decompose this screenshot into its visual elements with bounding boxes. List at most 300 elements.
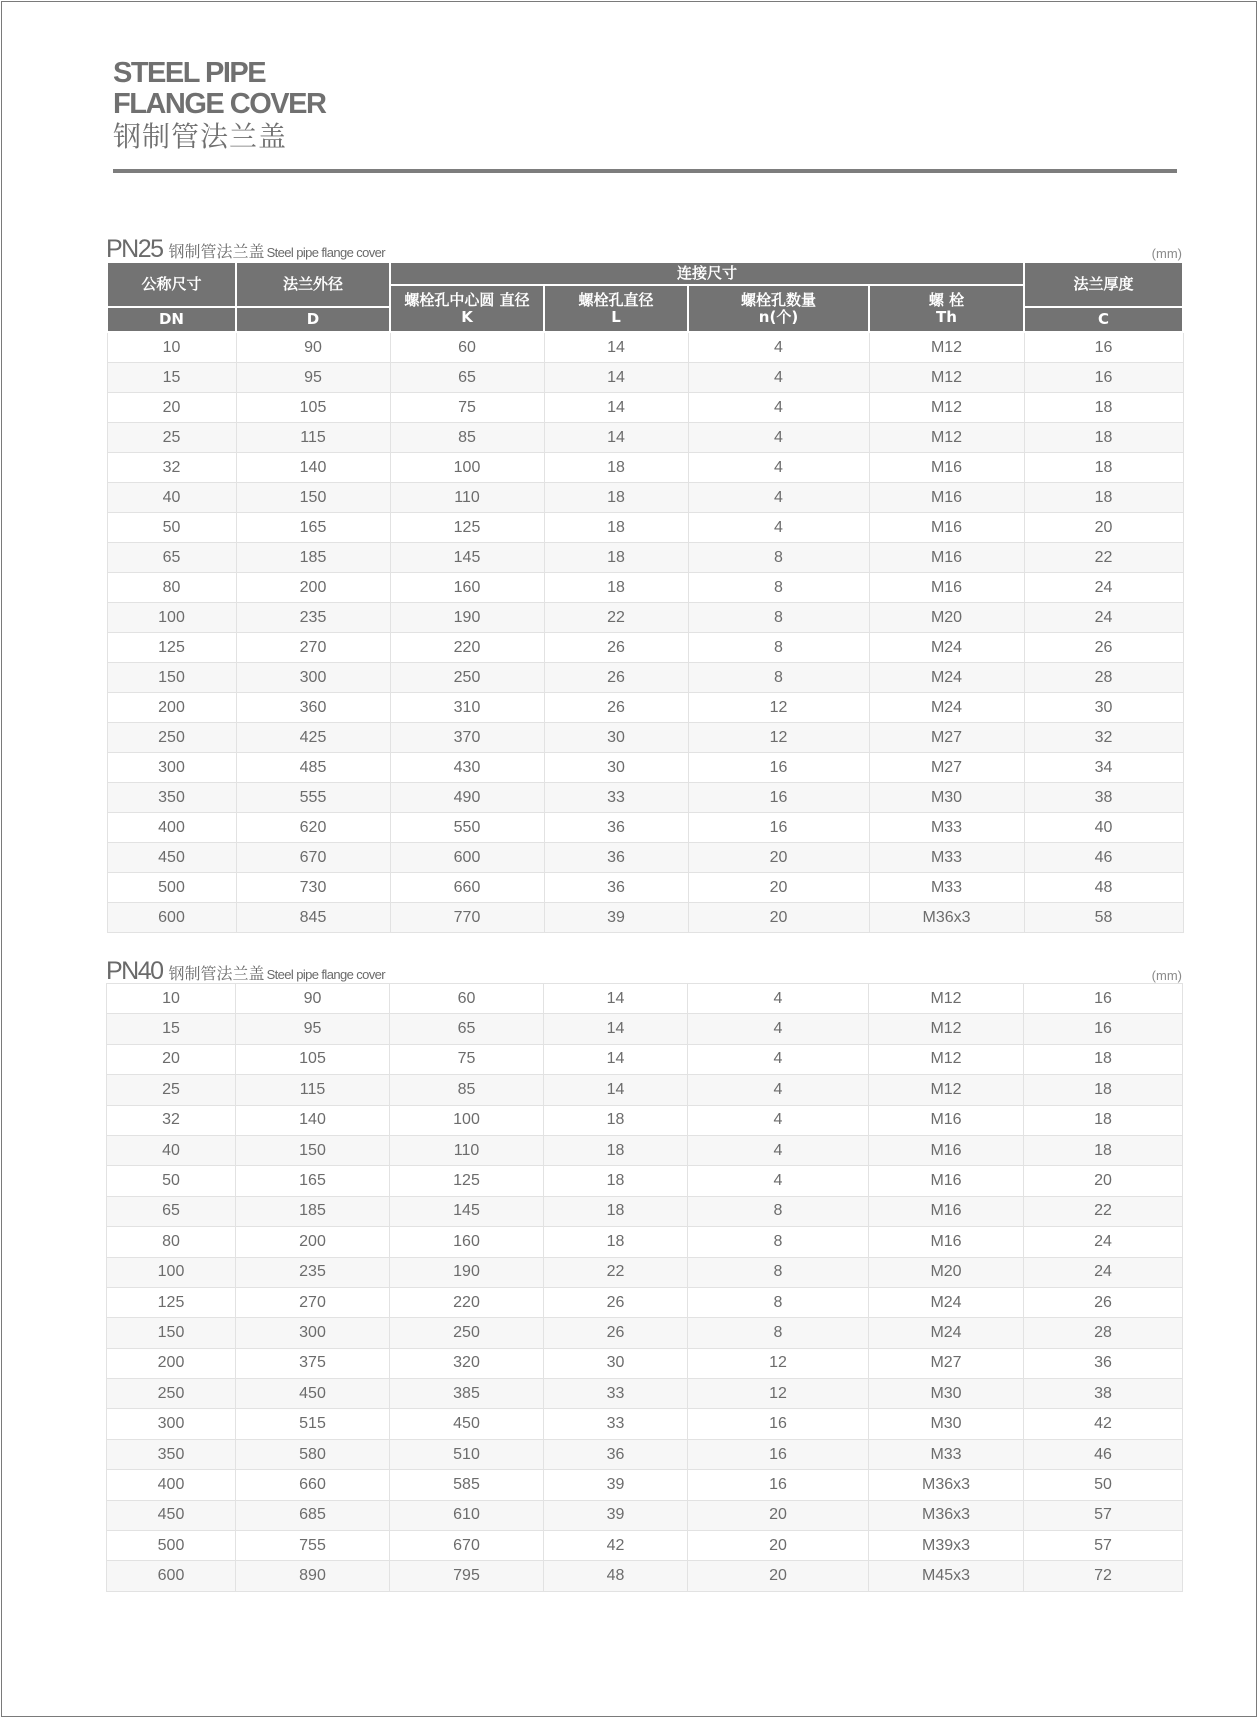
- table-cell: 8: [688, 633, 869, 663]
- table-cell: 150: [107, 663, 236, 693]
- table-cell: 8: [688, 1287, 869, 1317]
- table-row: [107, 843, 1183, 873]
- table-cell: 4: [688, 483, 869, 513]
- table-cell: 39: [544, 1500, 688, 1530]
- table-row: [107, 1470, 1183, 1500]
- table-cell: M12: [869, 393, 1024, 423]
- table-cell: 28: [1024, 663, 1183, 693]
- header-sym-th: Th: [936, 307, 957, 326]
- table-cell: 50: [107, 513, 236, 543]
- table-row: [107, 332, 1183, 363]
- table-cell: 185: [236, 543, 390, 573]
- table-cell: 250: [390, 663, 544, 693]
- table-cell: 95: [236, 1014, 390, 1044]
- table-cell: 50: [107, 1166, 236, 1196]
- table-row: [107, 543, 1183, 573]
- table-cell: 22: [1024, 1196, 1183, 1226]
- table-row: [107, 1075, 1183, 1105]
- table-row: [107, 1257, 1183, 1287]
- table-row: [107, 723, 1183, 753]
- table-cell: 18: [544, 483, 688, 513]
- table-cell: 16: [688, 1409, 869, 1439]
- table-row: [107, 1196, 1183, 1226]
- pn40-section: [106, 957, 1182, 1592]
- header-sym-d: D: [236, 307, 390, 332]
- table-cell: 360: [236, 693, 390, 723]
- table-cell: 8: [688, 573, 869, 603]
- title-en-line2: FLANGE COVER: [113, 88, 326, 120]
- table-cell: 72: [1024, 1561, 1183, 1591]
- table-cell: 58: [1024, 903, 1183, 933]
- table-cell: 600: [390, 843, 544, 873]
- table-cell: 14: [544, 1014, 688, 1044]
- table-cell: 610: [390, 1500, 544, 1530]
- table-cell: 200: [236, 573, 390, 603]
- section-title-en: Steel pipe flange cover: [266, 245, 386, 260]
- table-row: [107, 393, 1183, 423]
- header-bolt-hole-count-label: 螺栓孔数量: [740, 290, 816, 309]
- table-cell: 20: [688, 843, 869, 873]
- table-cell: 26: [544, 633, 688, 663]
- title-divider: [113, 169, 1177, 173]
- table-cell: M12: [869, 332, 1024, 363]
- table-cell: 115: [236, 1075, 390, 1105]
- title-en-line1: STEEL PIPE: [113, 57, 266, 89]
- table-cell: 200: [107, 1348, 236, 1378]
- table-cell: 125: [390, 1166, 544, 1196]
- table-cell: 90: [236, 984, 390, 1014]
- table-cell: 105: [236, 1044, 390, 1074]
- table-cell: 25: [107, 1075, 236, 1105]
- unit-label: (mm): [1151, 968, 1182, 983]
- section-title-cn: 钢制管法兰盖: [168, 964, 265, 983]
- table-cell: 16: [1024, 1014, 1183, 1044]
- table-cell: 39: [544, 1470, 688, 1500]
- table-cell: 4: [688, 1135, 869, 1165]
- table-cell: M24: [869, 633, 1024, 663]
- table-row: [107, 423, 1183, 453]
- table-cell: M30: [869, 783, 1024, 813]
- table-cell: 110: [390, 1135, 544, 1165]
- table-cell: 12: [688, 693, 869, 723]
- table-cell: M27: [869, 753, 1024, 783]
- table-row: [107, 1379, 1183, 1409]
- table-cell: M12: [869, 423, 1024, 453]
- table-row: [107, 783, 1183, 813]
- table-cell: 670: [390, 1531, 544, 1561]
- table-row: [107, 1531, 1183, 1561]
- table-cell: M16: [869, 543, 1024, 573]
- table-cell: 15: [107, 1014, 236, 1044]
- table-cell: 220: [390, 633, 544, 663]
- table-row: [107, 984, 1183, 1014]
- unit-label: (mm): [1151, 246, 1182, 261]
- table-cell: 85: [390, 423, 544, 453]
- table-cell: 4: [688, 1014, 869, 1044]
- header-sym-c: C: [1024, 307, 1183, 332]
- table-cell: 16: [1024, 332, 1183, 363]
- table-cell: 235: [236, 603, 390, 633]
- table-cell: 490: [390, 783, 544, 813]
- table-cell: 39: [544, 903, 688, 933]
- table-cell: 32: [1024, 723, 1183, 753]
- table-cell: 14: [544, 1044, 688, 1074]
- table-cell: 95: [236, 363, 390, 393]
- table-cell: 270: [236, 633, 390, 663]
- table-cell: 14: [544, 1075, 688, 1105]
- table-row: [107, 453, 1183, 483]
- table-cell: 4: [688, 1105, 869, 1135]
- table-cell: 85: [390, 1075, 544, 1105]
- table-row: [107, 1227, 1183, 1257]
- table-cell: M33: [869, 873, 1024, 903]
- table-cell: 22: [544, 1257, 688, 1287]
- table-cell: 425: [236, 723, 390, 753]
- table-cell: 18: [544, 1135, 688, 1165]
- table-cell: 450: [236, 1379, 390, 1409]
- table-cell: 30: [544, 1348, 688, 1378]
- table-row: [107, 573, 1183, 603]
- table-cell: 36: [544, 873, 688, 903]
- table-row: [107, 603, 1183, 633]
- table-cell: 20: [1024, 1166, 1183, 1196]
- table-cell: 26: [544, 693, 688, 723]
- table-cell: 42: [544, 1531, 688, 1561]
- table-cell: 42: [1024, 1409, 1183, 1439]
- table-cell: 32: [107, 1105, 236, 1135]
- header-bolt-hole-dia-label: 螺栓孔直径: [578, 290, 654, 309]
- table-cell: 8: [688, 663, 869, 693]
- table-row: [107, 1318, 1183, 1348]
- table-cell: 400: [107, 1470, 236, 1500]
- table-cell: 18: [1024, 1105, 1183, 1135]
- table-cell: 20: [1024, 513, 1183, 543]
- table-cell: 18: [1024, 1044, 1183, 1074]
- table-cell: 24: [1024, 603, 1183, 633]
- table-cell: 16: [688, 1470, 869, 1500]
- table-cell: 12: [688, 1379, 869, 1409]
- table-cell: 57: [1024, 1531, 1183, 1561]
- table-cell: 450: [390, 1409, 544, 1439]
- table-cell: 8: [688, 1227, 869, 1257]
- table-cell: M16: [869, 1227, 1024, 1257]
- table-cell: 4: [688, 393, 869, 423]
- table-cell: 600: [107, 903, 236, 933]
- table-cell: 250: [107, 1379, 236, 1409]
- table-cell: 18: [544, 573, 688, 603]
- table-cell: 16: [688, 813, 869, 843]
- table-cell: 300: [236, 1318, 390, 1348]
- table-cell: 18: [544, 1166, 688, 1196]
- table-cell: 190: [390, 603, 544, 633]
- table-cell: M16: [869, 1105, 1024, 1135]
- table-cell: 36: [1024, 1348, 1183, 1378]
- table-cell: 100: [107, 603, 236, 633]
- table-cell: 510: [390, 1439, 544, 1469]
- table-row: [107, 903, 1183, 933]
- table-cell: M24: [869, 693, 1024, 723]
- table-cell: 555: [236, 783, 390, 813]
- table-cell: 4: [688, 984, 869, 1014]
- table-cell: 125: [107, 633, 236, 663]
- table-cell: M36x3: [869, 1500, 1024, 1530]
- table-cell: 500: [107, 1531, 236, 1561]
- dimension-table: [106, 983, 1183, 1592]
- table-cell: 26: [544, 663, 688, 693]
- table-cell: 50: [1024, 1470, 1183, 1500]
- table-cell: M16: [869, 513, 1024, 543]
- table-cell: 300: [107, 753, 236, 783]
- table-cell: 48: [1024, 873, 1183, 903]
- table-cell: 20: [688, 1531, 869, 1561]
- table-cell: M16: [869, 1135, 1024, 1165]
- table-cell: M24: [869, 1287, 1024, 1317]
- table-row: [107, 1409, 1183, 1439]
- table-cell: 4: [688, 1075, 869, 1105]
- table-cell: 15: [107, 363, 236, 393]
- table-cell: 8: [688, 543, 869, 573]
- table-cell: 18: [544, 1105, 688, 1135]
- table-row: [107, 1135, 1183, 1165]
- table-cell: 16: [1024, 984, 1183, 1014]
- table-cell: 30: [544, 753, 688, 783]
- table-cell: 18: [544, 1196, 688, 1226]
- table-cell: 33: [544, 1409, 688, 1439]
- table-cell: 25: [107, 423, 236, 453]
- table-cell: M24: [869, 1318, 1024, 1348]
- table-cell: 145: [390, 1196, 544, 1226]
- table-cell: 34: [1024, 753, 1183, 783]
- table-cell: 300: [236, 663, 390, 693]
- table-cell: 375: [236, 1348, 390, 1378]
- table-cell: 18: [544, 543, 688, 573]
- table-cell: 46: [1024, 843, 1183, 873]
- table-row: [107, 1105, 1183, 1135]
- table-cell: 40: [1024, 813, 1183, 843]
- table-cell: 150: [107, 1318, 236, 1348]
- table-cell: M16: [869, 1196, 1024, 1226]
- table-cell: 150: [236, 483, 390, 513]
- table-cell: 16: [1024, 363, 1183, 393]
- table-row: [107, 513, 1183, 543]
- table-cell: 18: [544, 513, 688, 543]
- table-cell: 300: [107, 1409, 236, 1439]
- table-cell: 75: [390, 393, 544, 423]
- table-cell: 4: [688, 1166, 869, 1196]
- table-cell: 100: [390, 453, 544, 483]
- table-cell: 33: [544, 783, 688, 813]
- table-cell: 46: [1024, 1439, 1183, 1469]
- table-cell: M27: [869, 723, 1024, 753]
- table-cell: 12: [688, 723, 869, 753]
- header-sym-l: L: [611, 307, 621, 326]
- table-cell: 165: [236, 1166, 390, 1196]
- table-cell: 165: [236, 513, 390, 543]
- table-cell: 125: [107, 1287, 236, 1317]
- table-cell: 20: [688, 873, 869, 903]
- table-cell: M12: [869, 363, 1024, 393]
- table-cell: M27: [869, 1348, 1024, 1378]
- table-cell: 18: [1024, 1135, 1183, 1165]
- table-cell: 60: [390, 332, 544, 363]
- table-cell: 24: [1024, 1257, 1183, 1287]
- table-cell: 10: [107, 332, 236, 363]
- table-cell: 14: [544, 332, 688, 363]
- header-connection: 连接尺寸: [390, 262, 1024, 285]
- table-cell: 685: [236, 1500, 390, 1530]
- table-cell: 755: [236, 1531, 390, 1561]
- header-bolt-hole-dia: [544, 285, 688, 332]
- table-cell: 620: [236, 813, 390, 843]
- table-cell: 8: [688, 1318, 869, 1348]
- table-row: [107, 483, 1183, 513]
- table-row: [107, 1439, 1183, 1469]
- header-bolt: [869, 285, 1024, 332]
- table-cell: 22: [544, 603, 688, 633]
- table-cell: 65: [107, 543, 236, 573]
- table-cell: 16: [688, 783, 869, 813]
- table-cell: 26: [544, 1287, 688, 1317]
- table-cell: M16: [869, 1166, 1024, 1196]
- table-cell: M12: [869, 1075, 1024, 1105]
- table-cell: 22: [1024, 543, 1183, 573]
- table-cell: 90: [236, 332, 390, 363]
- table-cell: 450: [107, 843, 236, 873]
- table-cell: 385: [390, 1379, 544, 1409]
- table-cell: 660: [390, 873, 544, 903]
- table-cell: 200: [107, 693, 236, 723]
- header-bolt-circle: [390, 285, 544, 332]
- table-cell: 75: [390, 1044, 544, 1074]
- table-cell: 350: [107, 1439, 236, 1469]
- table-cell: 20: [688, 1500, 869, 1530]
- table-cell: 185: [236, 1196, 390, 1226]
- header-flange-thickness: 法兰厚度: [1024, 262, 1183, 307]
- table-cell: 18: [1024, 453, 1183, 483]
- table-cell: 220: [390, 1287, 544, 1317]
- table-cell: 4: [688, 363, 869, 393]
- table-cell: M33: [869, 843, 1024, 873]
- table-cell: 400: [107, 813, 236, 843]
- table-cell: 18: [544, 453, 688, 483]
- table-row: [107, 663, 1183, 693]
- table-cell: 18: [1024, 423, 1183, 453]
- table-cell: 160: [390, 573, 544, 603]
- table-cell: 30: [544, 723, 688, 753]
- table-row: [107, 1166, 1183, 1196]
- table-cell: 140: [236, 453, 390, 483]
- table-cell: 450: [107, 1500, 236, 1530]
- table-cell: 26: [544, 1318, 688, 1348]
- table-cell: 4: [688, 1044, 869, 1074]
- table-cell: 8: [688, 1257, 869, 1287]
- table-cell: 24: [1024, 573, 1183, 603]
- title-cn: 钢制管法兰盖: [113, 120, 288, 153]
- table-cell: 20: [688, 1561, 869, 1591]
- table-cell: 26: [1024, 633, 1183, 663]
- table-cell: 110: [390, 483, 544, 513]
- table-cell: 430: [390, 753, 544, 783]
- table-row: [107, 813, 1183, 843]
- table-cell: 250: [107, 723, 236, 753]
- table-cell: M20: [869, 1257, 1024, 1287]
- pressure-class: PN40: [106, 957, 163, 985]
- table-cell: 600: [107, 1561, 236, 1591]
- table-cell: 36: [544, 1439, 688, 1469]
- table-cell: 20: [688, 903, 869, 933]
- table-cell: 150: [236, 1135, 390, 1165]
- table-cell: 660: [236, 1470, 390, 1500]
- table-cell: 18: [544, 1227, 688, 1257]
- table-cell: M24: [869, 663, 1024, 693]
- table-cell: 20: [107, 1044, 236, 1074]
- table-row: [107, 1044, 1183, 1074]
- table-cell: 16: [688, 1439, 869, 1469]
- table-cell: 770: [390, 903, 544, 933]
- table-cell: 18: [1024, 1075, 1183, 1105]
- table-cell: 10: [107, 984, 236, 1014]
- table-cell: 26: [1024, 1287, 1183, 1317]
- table-cell: 580: [236, 1439, 390, 1469]
- table-cell: M30: [869, 1409, 1024, 1439]
- title-block: [113, 58, 325, 154]
- table-cell: 80: [107, 1227, 236, 1257]
- table-cell: M45x3: [869, 1561, 1024, 1591]
- table-cell: 32: [107, 453, 236, 483]
- table-cell: 80: [107, 573, 236, 603]
- table-row: [107, 1287, 1183, 1317]
- table-cell: 28: [1024, 1318, 1183, 1348]
- table-cell: M20: [869, 603, 1024, 633]
- table-cell: 115: [236, 423, 390, 453]
- table-row: [107, 1014, 1183, 1044]
- table-row: [107, 1561, 1183, 1591]
- table-cell: 40: [107, 1135, 236, 1165]
- table-cell: 24: [1024, 1227, 1183, 1257]
- pressure-class: PN25: [106, 235, 163, 263]
- header-nominal-size: 公称尺寸: [107, 262, 236, 307]
- table-cell: 890: [236, 1561, 390, 1591]
- table-row: [107, 1348, 1183, 1378]
- table-cell: 125: [390, 513, 544, 543]
- table-cell: 30: [1024, 693, 1183, 723]
- table-row: [107, 363, 1183, 393]
- table-cell: 4: [688, 453, 869, 483]
- table-cell: 8: [688, 603, 869, 633]
- table-row: [107, 753, 1183, 783]
- table-cell: M36x3: [869, 1470, 1024, 1500]
- dimension-table: [106, 261, 1184, 933]
- table-cell: M39x3: [869, 1531, 1024, 1561]
- table-cell: 550: [390, 813, 544, 843]
- table-cell: M12: [869, 1044, 1024, 1074]
- table-cell: M36x3: [869, 903, 1024, 933]
- table-row: [107, 873, 1183, 903]
- table-cell: 40: [107, 483, 236, 513]
- table-cell: 38: [1024, 783, 1183, 813]
- section-heading: [106, 235, 1182, 261]
- table-cell: 18: [1024, 483, 1183, 513]
- table-cell: 20: [107, 393, 236, 423]
- table-cell: 14: [544, 984, 688, 1014]
- table-cell: 500: [107, 873, 236, 903]
- table-cell: M16: [869, 483, 1024, 513]
- table-cell: 160: [390, 1227, 544, 1257]
- table-cell: 14: [544, 363, 688, 393]
- header-flange-od: 法兰外径: [236, 262, 390, 307]
- table-cell: 8: [688, 1196, 869, 1226]
- section-title-en: Steel pipe flange cover: [266, 967, 386, 982]
